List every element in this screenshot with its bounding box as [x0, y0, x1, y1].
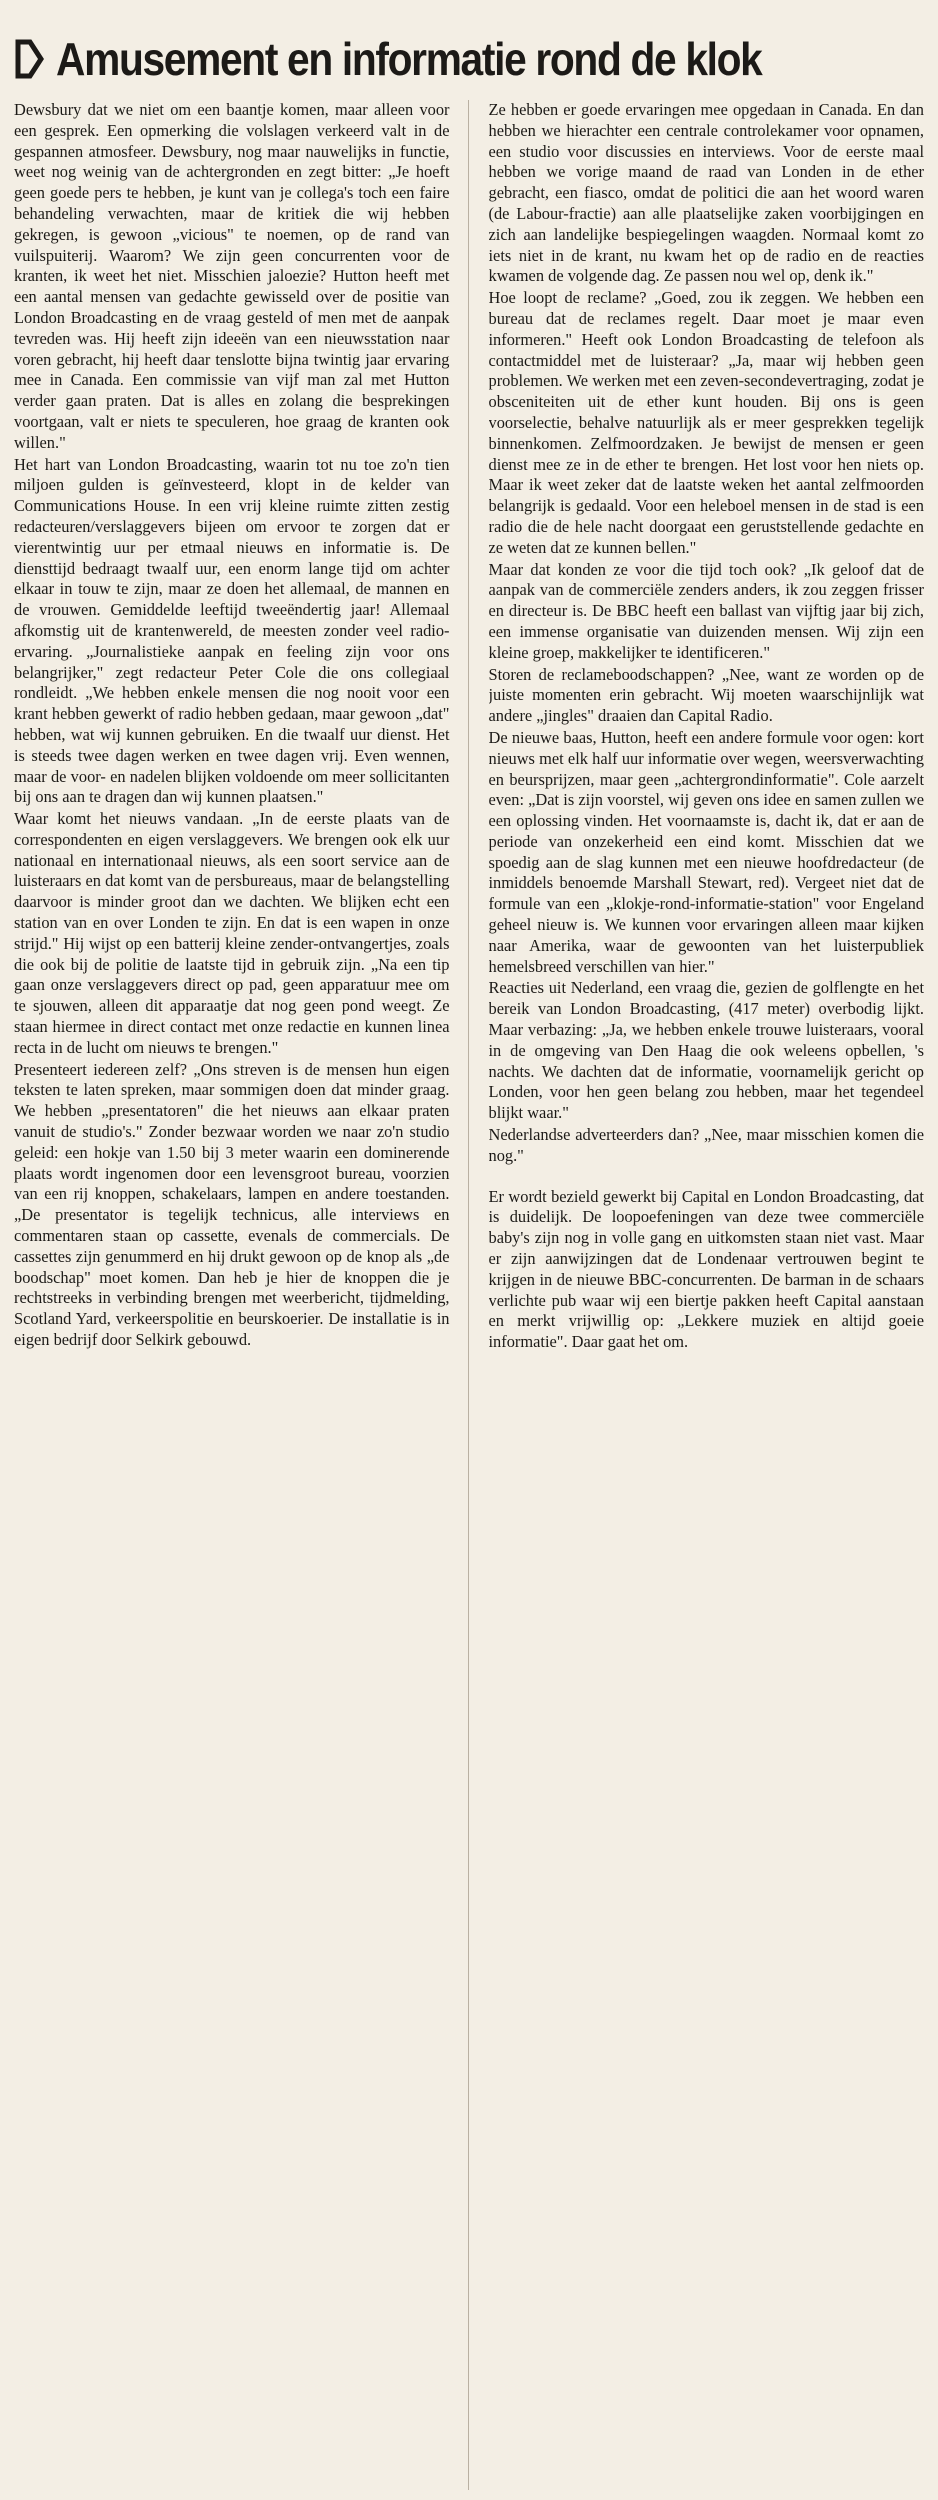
paragraph: Maar dat konden ze voor die tijd toch ook? „Ik geloof dat de aanpak van de commerciële zenders anders, ik zou zeggen frisser en directeur is. De BBC heeft een ballast van vijftig jaar bij zich, een immense organisatie van duizenden mensen. Wij zijn een kleine groep, makkelijker te identificeren.": [488, 559, 924, 662]
headline-row: [14, 24, 924, 94]
paragraph: De nieuwe baas, Hutton, heeft een andere formule voor ogen: kort nieuws met elk half uur informatie over wegen, weersverwachting en beursprijzen, maar geen „achtergrondinformatie". Cole aarzelt even: „Dat is zijn voorstel, wij geven ons idee en samen zullen we een oplossing vinden. Het voornaamste is, dacht ik, dat er aan de periode van onzekerheid een eind komt. Misschien dat we spoedig aan de slag kunnen met een nieuwe hoofdredacteur (de inmiddels benoemde Marshall Stewart, red). Vergeet niet dat de formule van een „klokje-rond-informatie-station" voor Engeland geheel nieuw is. We kunnen voor ervaringen alleen maar kijken naar Amerika, waar de gewoonten van het luisterpubliek hemelsbreed verschillen van hier.": [488, 727, 924, 976]
paragraph: Ze hebben er goede ervaringen mee opgedaan in Canada. En dan hebben we hierachter een centrale controlekamer voor opnamen, een studio voor discussies en interviews. Voor de eerste maal hebben we vorige maand de raad van Londen in de ether gebracht, een fiasco, omdat de politici die aan het woord waren (de Labour-fractie) aan alle plaatselijke zaken voorbijgingen en zich aan landelijke bespiegelingen waagden. Normaal komt zo iets niet in de krant, nu kwam het op de radio en de reacties kwamen de volgende dag. Ze passen nou wel op, denk ik.": [488, 100, 924, 286]
column-right: [489, 100, 925, 2490]
paragraph: Hoe loopt de reclame? „Goed, zou ik zeggen. We hebben een bureau dat de reclames regelt. Daar moet je maar even informeren." Heeft ook London Broadcasting de telefoon als contactmiddel met de luisteraar? „Ja, maar wij hebben geen problemen. We werken met een zeven-secondevertraging, zodat je obsceniteiten uit de ether kunt houden. Bij ons is geen voorselectie, behalve natuurlijk als er meer gesprekken tegelijk binnenkomen. Zelfmoordzaken. Je bewijst de mensen er geen dienst mee ze in de ether te brengen. Het lost voor hen niets op. Maar ik weet zeker dat de laatste weken het aantal zelfmoorden belangrijk is gedaald. Voor een heleboel mensen in de stad is een radio die de hele nacht doorgaat een geruststellende gedachte en ze weten dat ze kunnen bellen.": [488, 288, 924, 557]
article-headline: Amusement en informatie rond de klok: [56, 33, 762, 85]
paragraph: Nederlandse adverteerders dan? „Nee, maar misschien komen die nog.": [488, 1125, 924, 1165]
paragraph: Waar komt het nieuws vandaan. „In de eerste plaats van de correspondenten en eigen verslaggevers. We brengen ook elk uur nationaal en internationaal nieuws, als een soort service aan de luisteraars en dat komt van de persbureaus, maar de belangstelling daarvoor is minder groot dan we dachten. We blijken echt een station van en over Londen te zijn. En dat is een wapen in onze strijd." Hij wijst op een batterij kleine zender-ontvangertjes, zoals die ook bij de politie de laatste tijd in gebruik zijn. „Na een tip gaan onze verslaggevers direct op pad, geen apparatuur mee om te sjouwen, alleen dit apparaatje dat nog geen pond weegt. Ze staan hiermee in direct contact met onze redactie en kunnen linea recta in de lucht om nieuws te brengen.": [14, 809, 450, 1057]
paragraph: Reacties uit Nederland, een vraag die, gezien de golflengte en het bereik van London Broadcasting, (417 meter) overbodig lijkt. Maar verbazing: „Ja, we hebben enkele trouwe luisteraars, vooral in de omgeving van Den Haag die ook weleens opbellen, 's nachts. We dachten dat de informatie, voornamelijk gericht op Londen, voor hen geen belang zou hebben, maar het tegendeel blijkt waar.": [488, 978, 924, 1123]
article-body: [14, 100, 924, 2490]
paragraph: Het hart van London Broadcasting, waarin tot nu toe zo'n tien miljoen gulden is geïnvesteerd, klopt in de kelder van Communications House. In een vrij kleine ruimte zitten zestig redacteuren/verslaggevers bijeen om ervoor te zorgen dat er vierentwintig uur per etmaal nieuws en informatie is. De diensttijd bedraagt twaalf uur, een enorm lange tijd om achter elkaar in touw te zijn, maar ze doen het allemaal, de mannen en de vrouwen. Gemiddelde leeftijd tweeëndertig jaar! Allemaal afkomstig uit de krantenwereld, de meesten zonder veel radio-ervaring. „Journalistieke aanpak en feeling zijn voor ons belangrijker," zegt redacteur Peter Cole die ons collegiaal rondleidt. „We hebben enkele mensen die nog nooit voor een krant hebben gewerkt of radio hebben gedaan, maar gewoon „dat" hebben, wat wij kunnen gebruiken. En die twaalf uur dienst. Het is steeds twee dagen werken en twee dagen vrij. Even wennen, maar de voor- en nadelen blijken voldoende om meer sollicitanten bij ons aan te dragen dan wij kunnen plaatsen.": [14, 454, 450, 807]
column-left: [14, 100, 469, 2490]
paragraph: Storen de reclameboodschappen? „Nee, want ze worden op de juiste momenten erin gebracht. Wij moeten waarschijnlijk wat andere „jingles" draaien dan Capital Radio.: [488, 664, 924, 726]
paragraph: Er wordt bezield gewerkt bij Capital en London Broadcasting, dat is duidelijk. De loopoefeningen van deze twee commerciële baby's zijn nog in volle gang en uitkomsten staan niet vast. Maar er zijn aanwijzingen dat de Londenaar vertrouwen begint te krijgen in de nieuwe BBC-concurrenten. De barman in de schaars verlichte pub waar wij een biertje pakken heeft Capital aanstaan en merkt vrijwillig op: „Lekkere muziek en altijd goeie informatie". Daar gaat het om.: [488, 1186, 924, 1352]
paragraph: Dewsbury dat we niet om een baantje komen, maar alleen voor een gesprek. Een opmerking die volslagen verkeerd valt in de gespannen atmosfeer. Dewsbury, nog maar nauwelijks in functie, weet nog weinig van de achtergronden en zegt bitter: „Je hoeft geen goede pers te hebben, je kunt van je collega's toch een faire behandeling verwachten, maar de kritiek die wij hebben gekregen, is gewoon „vicious" te noemen, op de rand van vuilspuiterij. Waarom? We zijn geen concurrenten voor de kranten, ik weet het niet. Misschien jaloezie? Hutton heeft met een aantal mensen van gedachte gewisseld over de positie van London Broadcasting en de vraag gesteld of men met de aanpak tevreden was. Hij heeft zijn ideeën van een nieuwsstation naar voren gebracht, hij heeft daar tenslotte bijna twintig jaar ervaring mee in Canada. Een commissie van vijf man zal met Hutton verder gaan praten. Dat is alles en zolang die besprekingen voortgaan, valt er niets te speculeren, hoe graag de kranten ook willen.": [14, 100, 450, 452]
paragraph: Presenteert iedereen zelf? „Ons streven is de mensen hun eigen teksten te laten spreken, maar sommigen doen dat minder graag. We hebben „presentatoren" die het nieuws aan elkaar praten vanuit de studio's." Zonder bezwaar worden we naar zo'n studio geleid: een hokje van 1.50 bij 3 meter waarin een dominerende plaats wordt ingenomen door een levensgroot bureau, voorzien van een rij knoppen, schakelaars, lampen en andere toestanden. „De presentator is tegelijk technicus, alle interviews en commentaren staan op cassette, evenals de commercials. De cassettes zijn genummerd en hij drukt gewoon op de knop als „de boodschap" moet komen. Dan heb je hier de knoppen die je rechtstreeks in verbinding brengen met weerbericht, tijdmelding, Scotland Yard, verkeerspolitie en beurskoerier. De installatie is in eigen bedrijf door Selkirk gebouwd.: [14, 1059, 450, 1350]
arrow-marker-icon: [14, 38, 44, 80]
